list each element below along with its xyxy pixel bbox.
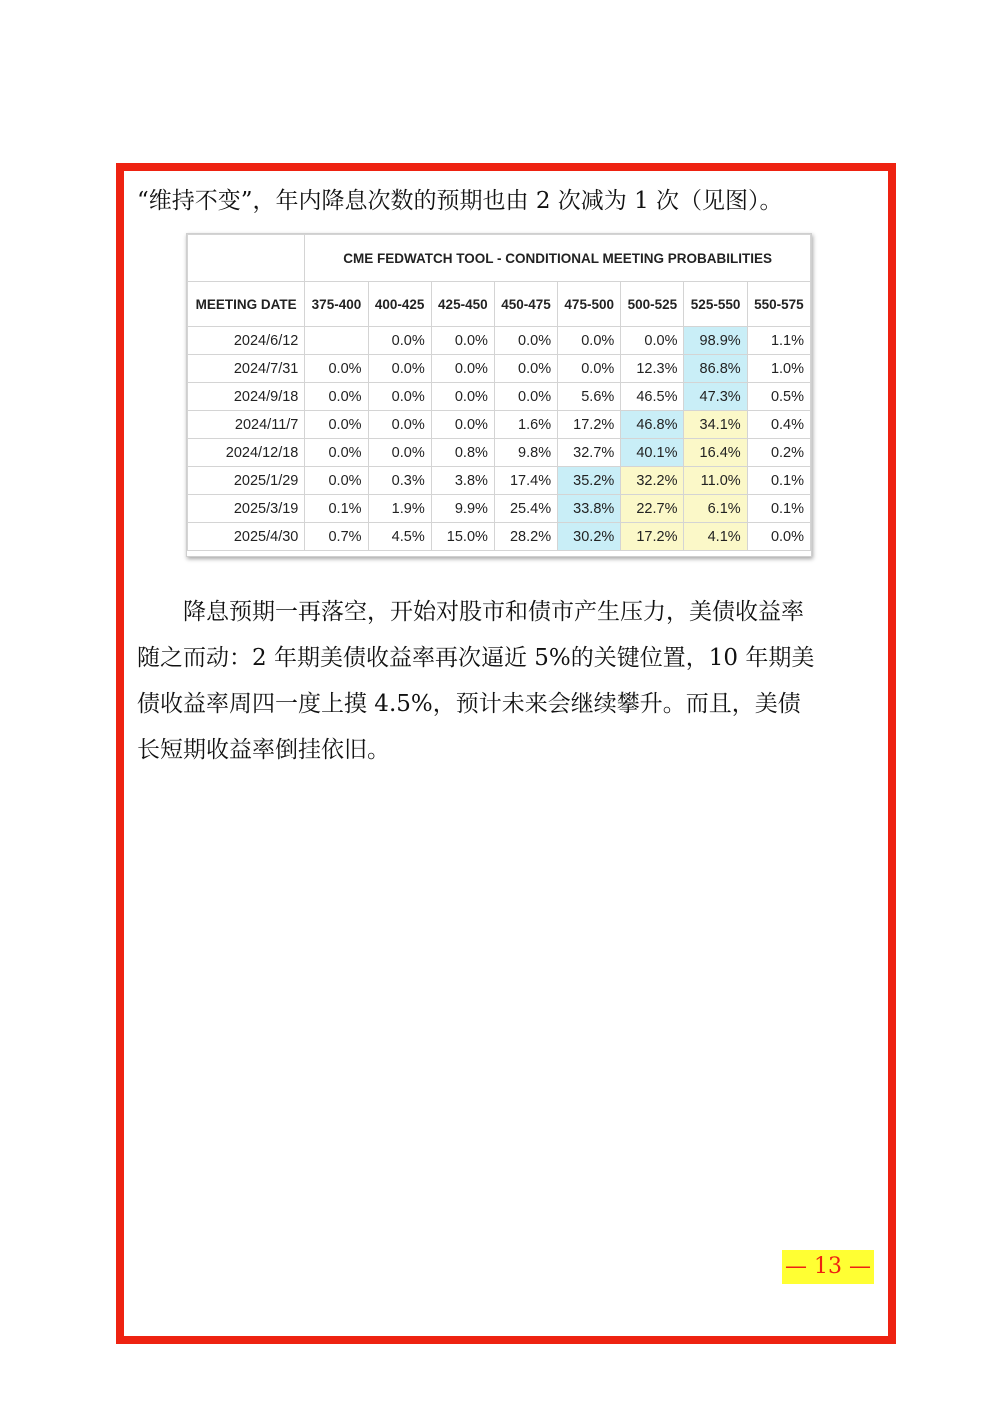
probability-cell: 0.0% xyxy=(305,355,368,383)
column-header: 475-500 xyxy=(558,282,621,327)
column-header: 525-550 xyxy=(684,282,747,327)
table-row xyxy=(188,411,811,439)
probability-cell: 0.0% xyxy=(558,355,621,383)
probability-cell: 1.6% xyxy=(494,411,557,439)
probability-cell: 0.0% xyxy=(431,327,494,355)
probability-cell: 0.1% xyxy=(747,467,810,495)
probability-cell: 1.1% xyxy=(747,327,810,355)
meeting-date-cell: 2025/1/29 xyxy=(188,467,305,495)
probability-cell: 0.8% xyxy=(431,439,494,467)
fedwatch-table-image xyxy=(186,233,812,557)
probability-cell: 0.0% xyxy=(621,327,684,355)
probability-cell: 17.2% xyxy=(621,523,684,551)
probability-cell: 0.0% xyxy=(431,411,494,439)
meeting-date-cell: 2024/11/7 xyxy=(188,411,305,439)
body-paragraph xyxy=(137,589,872,773)
paragraph-line: 长短期收益率倒挂依旧。 xyxy=(137,737,390,763)
probability-cell: 0.7% xyxy=(305,523,368,551)
page-number: — 13 — xyxy=(782,1250,874,1284)
table-row xyxy=(188,523,811,551)
probability-cell: 4.5% xyxy=(368,523,431,551)
probability-cell: 22.7% xyxy=(621,495,684,523)
probability-cell: 1.0% xyxy=(747,355,810,383)
probability-cell: 25.4% xyxy=(494,495,557,523)
table-corner-cell xyxy=(188,235,305,282)
probability-cell: 33.8% xyxy=(558,495,621,523)
probability-cell: 11.0% xyxy=(684,467,747,495)
probability-cell: 0.0% xyxy=(368,355,431,383)
table-row xyxy=(188,495,811,523)
probability-cell: 17.2% xyxy=(558,411,621,439)
probability-cell xyxy=(305,327,368,355)
probability-cell: 0.0% xyxy=(494,383,557,411)
table-title: CME FEDWATCH TOOL - CONDITIONAL MEETING PROBABILITIES xyxy=(305,235,811,282)
probability-cell: 46.8% xyxy=(621,411,684,439)
probability-cell: 0.0% xyxy=(368,411,431,439)
column-header: 425-450 xyxy=(431,282,494,327)
probability-cell: 0.0% xyxy=(305,439,368,467)
probability-cell: 0.5% xyxy=(747,383,810,411)
probability-cell: 0.2% xyxy=(747,439,810,467)
probability-cell: 0.0% xyxy=(494,327,557,355)
probability-cell: 5.6% xyxy=(558,383,621,411)
meeting-date-cell: 2024/12/18 xyxy=(188,439,305,467)
column-header-meeting-date: MEETING DATE xyxy=(188,282,305,327)
paragraph-line: 随之而动：2 年期美债收益率再次逼近 5%的关键位置，10 年期美 xyxy=(137,645,815,671)
probability-cell: 0.0% xyxy=(368,439,431,467)
probability-cell: 0.4% xyxy=(747,411,810,439)
probability-cell: 0.0% xyxy=(305,467,368,495)
column-header: 400-425 xyxy=(368,282,431,327)
column-header: 375-400 xyxy=(305,282,368,327)
probability-cell: 0.0% xyxy=(747,523,810,551)
probability-cell: 16.4% xyxy=(684,439,747,467)
probability-cell: 15.0% xyxy=(431,523,494,551)
probability-cell: 0.0% xyxy=(494,355,557,383)
probability-cell: 0.0% xyxy=(305,383,368,411)
probability-cell: 4.1% xyxy=(684,523,747,551)
probability-cell: 0.0% xyxy=(558,327,621,355)
probability-cell: 0.0% xyxy=(431,383,494,411)
probability-cell: 0.0% xyxy=(368,383,431,411)
probability-cell: 0.3% xyxy=(368,467,431,495)
intro-paragraph: “维持不变”，年内降息次数的预期也由 2 次减为 1 次（见图）。 xyxy=(137,188,783,214)
probability-cell: 28.2% xyxy=(494,523,557,551)
probability-cell: 40.1% xyxy=(621,439,684,467)
probability-cell: 32.2% xyxy=(621,467,684,495)
probability-cell: 1.9% xyxy=(368,495,431,523)
probability-cell: 17.4% xyxy=(494,467,557,495)
probability-cell: 0.0% xyxy=(368,327,431,355)
probability-cell: 0.1% xyxy=(747,495,810,523)
table-row xyxy=(188,383,811,411)
column-header: 450-475 xyxy=(494,282,557,327)
probability-cell: 12.3% xyxy=(621,355,684,383)
probability-cell: 47.3% xyxy=(684,383,747,411)
meeting-date-cell: 2024/7/31 xyxy=(188,355,305,383)
probability-cell: 30.2% xyxy=(558,523,621,551)
probability-cell: 3.8% xyxy=(431,467,494,495)
paragraph-line: 降息预期一再落空，开始对股市和债市产生压力，美债收益率 xyxy=(137,599,804,625)
probability-cell: 32.7% xyxy=(558,439,621,467)
probability-cell: 35.2% xyxy=(558,467,621,495)
column-header: 500-525 xyxy=(621,282,684,327)
table-row xyxy=(188,355,811,383)
meeting-date-cell: 2025/4/30 xyxy=(188,523,305,551)
paragraph-line: 债收益率周四一度上摸 4.5%，预计未来会继续攀升。而且，美债 xyxy=(137,691,801,717)
meeting-date-cell: 2025/3/19 xyxy=(188,495,305,523)
meeting-date-cell: 2024/6/12 xyxy=(188,327,305,355)
probability-cell: 9.9% xyxy=(431,495,494,523)
table-row xyxy=(188,439,811,467)
probability-cell: 98.9% xyxy=(684,327,747,355)
probability-cell: 86.8% xyxy=(684,355,747,383)
probability-cell: 9.8% xyxy=(494,439,557,467)
probability-cell: 0.1% xyxy=(305,495,368,523)
probability-cell: 34.1% xyxy=(684,411,747,439)
probability-cell: 0.0% xyxy=(431,355,494,383)
probability-cell: 0.0% xyxy=(305,411,368,439)
table-row xyxy=(188,327,811,355)
fedwatch-table xyxy=(187,234,811,551)
probability-cell: 6.1% xyxy=(684,495,747,523)
probability-cell: 46.5% xyxy=(621,383,684,411)
column-header: 550-575 xyxy=(747,282,810,327)
table-row xyxy=(188,467,811,495)
meeting-date-cell: 2024/9/18 xyxy=(188,383,305,411)
